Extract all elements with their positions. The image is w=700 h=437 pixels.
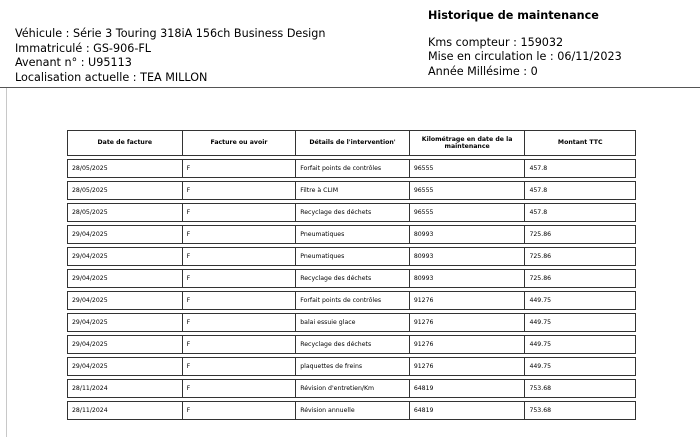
table-row (67, 203, 636, 222)
cell-amount: 725.86 (525, 247, 636, 266)
table-row (67, 181, 636, 200)
cell-amount: 449.75 (525, 335, 636, 354)
table-row (67, 291, 636, 310)
cell-mileage: 80993 (410, 225, 526, 244)
cell-mileage: 64819 (410, 401, 526, 420)
cell-mileage: 96555 (410, 181, 526, 200)
table-row (67, 335, 636, 354)
cell-invoice-type: F (183, 269, 297, 288)
header-invoice-date: Date de facture (67, 130, 183, 156)
cell-invoice-type: F (183, 357, 297, 376)
cell-mileage: 91276 (410, 357, 526, 376)
page-edge-line (6, 88, 7, 437)
table-row (67, 247, 636, 266)
header-invoice-type: Facture ou avoir (183, 130, 297, 156)
vehicle-model: Véhicule : Série 3 Touring 318iA 156ch Business Design (15, 27, 326, 40)
table-row (67, 225, 636, 244)
vehicle-info (15, 27, 325, 85)
cell-invoice-date: 28/05/2025 (67, 159, 183, 178)
cell-intervention: Recyclage des déchets (296, 203, 410, 222)
cell-mileage: 91276 (410, 335, 526, 354)
cell-invoice-date: 28/05/2025 (67, 203, 183, 222)
cell-invoice-date: 29/04/2025 (67, 247, 183, 266)
table-body (67, 159, 636, 420)
vehicle-amendment: Avenant n° : U95113 (15, 56, 132, 69)
table-row (67, 401, 636, 420)
maintenance-table (67, 127, 636, 423)
cell-intervention: Révision d'entretien/Km (296, 379, 410, 398)
cell-mileage: 91276 (410, 313, 526, 332)
cell-invoice-date: 28/11/2024 (67, 401, 183, 420)
cell-invoice-type: F (183, 401, 297, 420)
cell-intervention: Pneumatiques (296, 225, 410, 244)
cell-amount: 457.8 (525, 181, 636, 200)
vehicle-location: Localisation actuelle : TEA MILLON (15, 70, 208, 84)
page-title: Historique de maintenance (428, 9, 599, 22)
cell-invoice-type: F (183, 159, 297, 178)
table-header-row (67, 130, 636, 156)
cell-invoice-type: F (183, 313, 297, 332)
cell-intervention: Pneumatiques (296, 247, 410, 266)
cell-intervention: Recyclage des déchets (296, 269, 410, 288)
cell-invoice-date: 28/05/2025 (67, 181, 183, 200)
cell-intervention: Forfait points de contrôles (296, 291, 410, 310)
cell-invoice-date: 29/04/2025 (67, 313, 183, 332)
model-year: Année Millésime : 0 (428, 64, 538, 78)
table-row (67, 159, 636, 178)
table-row (67, 313, 636, 332)
vehicle-plate: Immatriculé : GS-906-FL (15, 41, 152, 55)
cell-intervention: plaquettes de freins (296, 357, 410, 376)
header-mileage: Kilométrage en date de la maintenance (410, 130, 526, 156)
odometer: Kms compteur : 159032 (428, 35, 564, 49)
cell-amount: 753.68 (525, 401, 636, 420)
cell-mileage: 64819 (410, 379, 526, 398)
cell-invoice-type: F (183, 379, 297, 398)
cell-amount: 753.68 (525, 379, 636, 398)
cell-amount: 725.86 (525, 269, 636, 288)
table-row (67, 357, 636, 376)
cell-mileage: 96555 (410, 203, 526, 222)
header-intervention-details: Détails de l'intervention' (296, 130, 410, 156)
cell-intervention: Recyclage des déchets (296, 335, 410, 354)
registration-date: Mise en circulation le : 06/11/2023 (428, 50, 622, 63)
cell-amount: 449.75 (525, 291, 636, 310)
cell-amount: 457.8 (525, 159, 636, 178)
maintenance-summary (428, 9, 622, 79)
header-amount: Montant TTC (525, 130, 636, 156)
cell-invoice-date: 29/04/2025 (67, 225, 183, 244)
cell-mileage: 91276 (410, 291, 526, 310)
cell-invoice-date: 29/04/2025 (67, 291, 183, 310)
cell-invoice-type: F (183, 225, 297, 244)
cell-invoice-date: 29/04/2025 (67, 269, 183, 288)
cell-mileage: 80993 (410, 269, 526, 288)
table-row (67, 379, 636, 398)
cell-amount: 725.86 (525, 225, 636, 244)
cell-invoice-type: F (183, 203, 297, 222)
cell-intervention: Révision annuelle (296, 401, 410, 420)
cell-invoice-date: 28/11/2024 (67, 379, 183, 398)
cell-amount: 449.75 (525, 313, 636, 332)
cell-invoice-type: F (183, 291, 297, 310)
cell-intervention: balai essuie glace (296, 313, 410, 332)
cell-intervention: Filtre à CLIM (296, 181, 410, 200)
cell-intervention: Forfait points de contrôles (296, 159, 410, 178)
cell-invoice-type: F (183, 247, 297, 266)
cell-invoice-date: 29/04/2025 (67, 357, 183, 376)
cell-mileage: 80993 (410, 247, 526, 266)
cell-mileage: 96555 (410, 159, 526, 178)
cell-amount: 457.8 (525, 203, 636, 222)
header-divider (0, 87, 700, 88)
cell-invoice-type: F (183, 181, 297, 200)
table-row (67, 269, 636, 288)
cell-amount: 449.75 (525, 357, 636, 376)
cell-invoice-type: F (183, 335, 297, 354)
cell-invoice-date: 29/04/2025 (67, 335, 183, 354)
